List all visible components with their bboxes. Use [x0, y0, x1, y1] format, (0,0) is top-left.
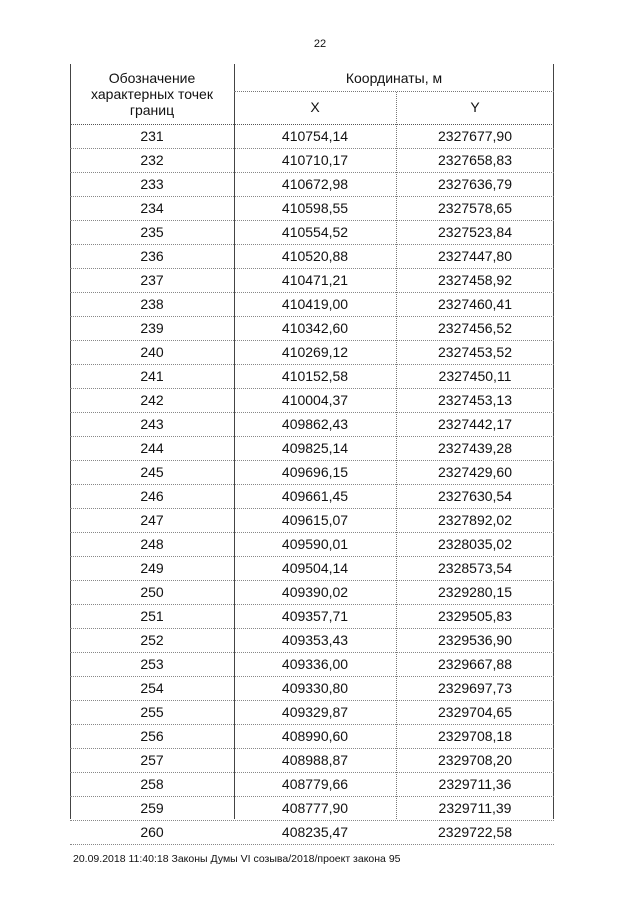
y-coordinate-cell: 2327453,13: [438, 392, 512, 408]
point-id-cell: 235: [140, 224, 164, 240]
x-coordinate-cell: 410598,55: [281, 200, 349, 216]
table-row: [70, 365, 554, 389]
y-coordinate-cell: 2329505,83: [438, 608, 512, 624]
table-row: [70, 701, 554, 725]
table-row: [70, 341, 554, 365]
x-coordinate-cell: 408777,90: [281, 800, 349, 816]
point-id-cell: 237: [140, 272, 164, 288]
x-coordinate-cell: 410672,98: [281, 176, 349, 192]
point-id-cell: 244: [140, 440, 164, 456]
y-coordinate-cell: 2327578,65: [438, 200, 512, 216]
point-id-cell: 231: [140, 128, 164, 144]
table-row: [70, 437, 554, 461]
x-coordinate-cell: 408235,47: [281, 824, 349, 840]
y-coordinate-cell: 2329536,90: [438, 632, 512, 648]
x-coordinate-cell: 408988,87: [281, 752, 349, 768]
table-row: [70, 461, 554, 485]
y-coordinate-cell: 2329280,15: [438, 584, 512, 600]
point-id-cell: 248: [140, 536, 164, 552]
x-coordinate-cell: 409590,01: [281, 536, 349, 552]
x-coordinate-cell: 409390,02: [281, 584, 349, 600]
table-row: [70, 125, 554, 149]
y-coordinate-cell: 2327447,80: [438, 248, 512, 264]
table-row: [70, 749, 554, 773]
x-coordinate-cell: 408779,66: [281, 776, 349, 792]
y-coordinate-cell: 2327523,84: [438, 224, 512, 240]
table-row: [70, 653, 554, 677]
header-divider: [234, 91, 554, 92]
x-coordinate-cell: 409504,14: [281, 560, 349, 576]
y-coordinate-cell: 2329667,88: [438, 656, 512, 672]
y-coordinate-cell: 2327677,90: [438, 128, 512, 144]
table-row: [70, 245, 554, 269]
x-coordinate-cell: 409357,71: [281, 608, 349, 624]
table-row: [70, 389, 554, 413]
point-id-cell: 232: [140, 152, 164, 168]
x-coordinate-cell: 410004,37: [281, 392, 349, 408]
table-row: [70, 581, 554, 605]
x-coordinate-cell: 410342,60: [281, 320, 349, 336]
y-coordinate-cell: 2328035,02: [438, 536, 512, 552]
y-coordinate-cell: 2327458,92: [438, 272, 512, 288]
y-coordinate-cell: 2329697,73: [438, 680, 512, 696]
header-point-label: Обозначение характерных точек границ: [91, 70, 213, 118]
point-id-cell: 247: [140, 512, 164, 528]
y-coordinate-cell: 2327636,79: [438, 176, 512, 192]
table-body: [70, 125, 554, 845]
table-row: [70, 629, 554, 653]
y-coordinate-cell: 2327439,28: [438, 440, 512, 456]
header-coordinates: Координаты, м: [345, 70, 443, 86]
y-coordinate-cell: 2327453,52: [438, 344, 512, 360]
y-coordinate-cell: 2327450,11: [438, 368, 512, 384]
x-coordinate-cell: 409696,15: [281, 464, 349, 480]
point-id-cell: 240: [140, 344, 164, 360]
x-coordinate-cell: 408990,60: [281, 728, 349, 744]
table-row: [70, 797, 554, 821]
point-id-cell: 252: [140, 632, 164, 648]
point-id-cell: 245: [140, 464, 164, 480]
point-id-cell: 238: [140, 296, 164, 312]
x-coordinate-cell: 410710,17: [281, 152, 349, 168]
table-row: [70, 173, 554, 197]
y-coordinate-cell: 2329722,58: [438, 824, 512, 840]
point-id-cell: 243: [140, 416, 164, 432]
point-id-cell: 239: [140, 320, 164, 336]
x-coordinate-cell: 409661,45: [281, 488, 349, 504]
point-id-cell: 246: [140, 488, 164, 504]
point-id-cell: 249: [140, 560, 164, 576]
point-id-cell: 260: [140, 824, 164, 840]
point-id-cell: 250: [140, 584, 164, 600]
point-id-cell: 255: [140, 704, 164, 720]
table-row: [70, 221, 554, 245]
x-coordinate-cell: 409330,80: [281, 680, 349, 696]
table-row: [70, 317, 554, 341]
x-coordinate-cell: 409336,00: [281, 656, 349, 672]
y-coordinate-cell: 2327429,60: [438, 464, 512, 480]
x-coordinate-cell: 410520,88: [281, 248, 349, 264]
point-id-cell: 253: [140, 656, 164, 672]
x-coordinate-cell: 410754,14: [281, 128, 349, 144]
y-coordinate-cell: 2327892,02: [438, 512, 512, 528]
x-coordinate-cell: 409329,87: [281, 704, 349, 720]
table-row: [70, 149, 554, 173]
y-coordinate-cell: 2329704,65: [438, 704, 512, 720]
point-id-cell: 236: [140, 248, 164, 264]
x-coordinate-cell: 410269,12: [281, 344, 349, 360]
x-coordinate-cell: 409825,14: [281, 440, 349, 456]
table-row: [70, 485, 554, 509]
point-id-cell: 241: [140, 368, 164, 384]
y-coordinate-cell: 2327456,52: [438, 320, 512, 336]
x-coordinate-cell: 410419,00: [281, 296, 349, 312]
table-row: [70, 509, 554, 533]
table-row: [70, 293, 554, 317]
point-id-cell: 256: [140, 728, 164, 744]
y-coordinate-cell: 2328573,54: [438, 560, 512, 576]
point-id-cell: 254: [140, 680, 164, 696]
footer-note: 20.09.2018 11:40:18 Законы Думы VI созыва/2018/проект закона 95: [73, 853, 401, 865]
point-id-cell: 258: [140, 776, 164, 792]
table-row: [70, 821, 554, 845]
point-id-cell: 234: [140, 200, 164, 216]
point-id-cell: 251: [140, 608, 164, 624]
x-coordinate-cell: 410152,58: [281, 368, 349, 384]
point-id-cell: 242: [140, 392, 164, 408]
table-row: [70, 197, 554, 221]
header-y: Y: [470, 99, 480, 115]
point-id-cell: 259: [140, 800, 164, 816]
y-coordinate-cell: 2327460,41: [438, 296, 512, 312]
y-coordinate-cell: 2327658,83: [438, 152, 512, 168]
y-coordinate-cell: 2329711,36: [438, 776, 512, 792]
table-row: [70, 533, 554, 557]
point-id-cell: 233: [140, 176, 164, 192]
table-row: [70, 269, 554, 293]
y-coordinate-cell: 2329708,20: [438, 752, 512, 768]
table-row: [70, 605, 554, 629]
y-coordinate-cell: 2327442,17: [438, 416, 512, 432]
header-x: X: [310, 99, 320, 115]
x-coordinate-cell: 410554,52: [281, 224, 349, 240]
y-coordinate-cell: 2329708,18: [438, 728, 512, 744]
table-row: [70, 413, 554, 437]
table-row: [70, 557, 554, 581]
x-coordinate-cell: 409615,07: [281, 512, 349, 528]
page-number: 22: [313, 38, 327, 50]
table-header: [70, 64, 554, 125]
table-row: [70, 677, 554, 701]
x-coordinate-cell: 409353,43: [281, 632, 349, 648]
x-coordinate-cell: 410471,21: [281, 272, 349, 288]
coordinates-table: [70, 64, 554, 840]
table-row: [70, 773, 554, 797]
x-coordinate-cell: 409862,43: [281, 416, 349, 432]
point-id-cell: 257: [140, 752, 164, 768]
y-coordinate-cell: 2329711,39: [438, 800, 512, 816]
y-coordinate-cell: 2327630,54: [438, 488, 512, 504]
table-row: [70, 725, 554, 749]
